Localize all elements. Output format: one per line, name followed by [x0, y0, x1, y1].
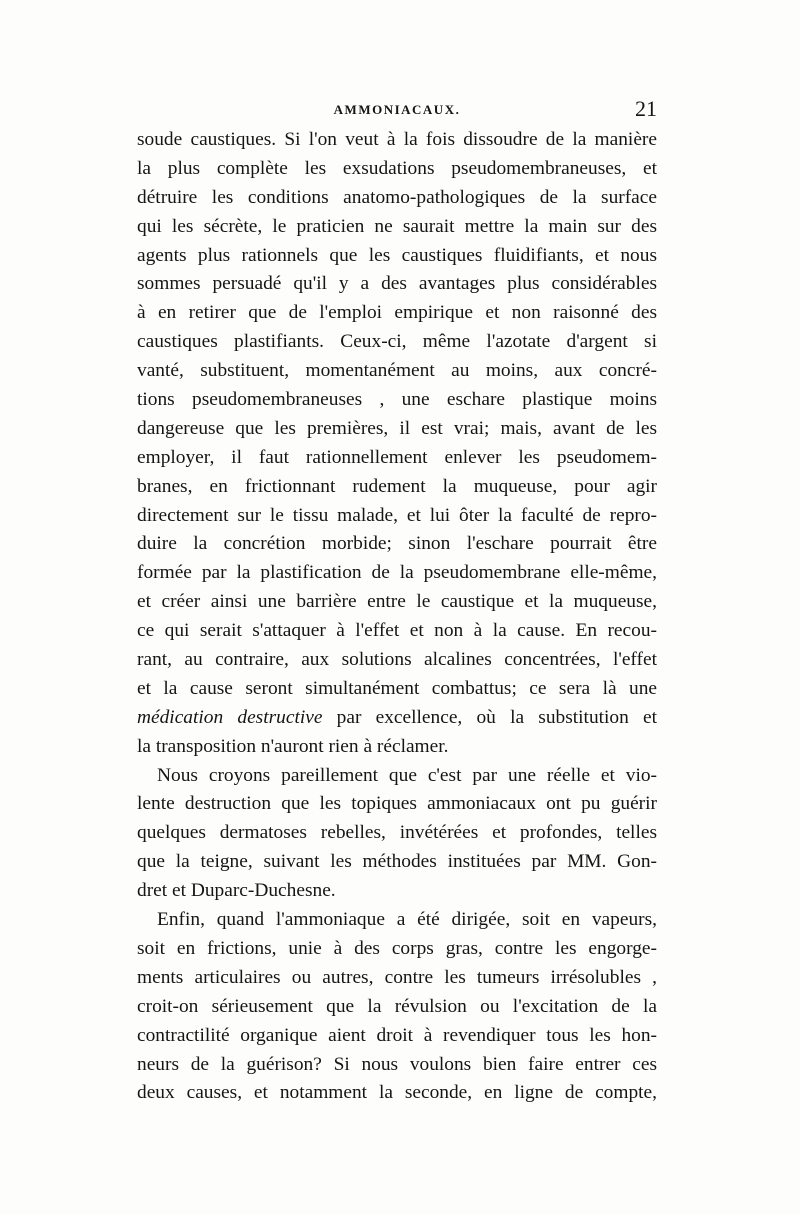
text-line: soude caustiques. Si l'on veut à la fois dissoudre de la manière — [137, 129, 657, 150]
text-line: vanté, substituent, momentanément au moins, aux concré- — [137, 360, 657, 382]
text-line: la plus complète les exsudations pseudomembraneuses, et — [137, 157, 657, 179]
text-line: lente destruction que les topiques ammoniacaux ont pu guérir — [137, 793, 657, 815]
text-line: Nous croyons pareillement que c'est par une réelle et vio- — [157, 764, 657, 786]
text-line: croit-on sérieusement que la révulsion ou l'excitation de la — [137, 995, 657, 1017]
text-line: qui les sécrète, le praticien ne saurait mettre la main sur des — [137, 215, 657, 237]
text-line: agents plus rationnels que les caustiques fluidifiants, et nous — [137, 244, 657, 266]
running-head — [137, 96, 657, 128]
text-line: caustiques plastifiants. Ceux-ci, même l'azotate d'argent si — [137, 331, 657, 353]
text-line: sommes persuadé qu'il y a des avantages plus considérables — [137, 273, 657, 295]
text-line-mixed — [137, 704, 657, 733]
text-line: soit en frictions, unie à des corps gras, contre les engorge- — [137, 937, 657, 959]
text-fragment: par excellence, où la substitution et — [322, 706, 658, 728]
text-line: et créer ainsi une barrière entre le caustique et la muqueuse, — [137, 591, 657, 613]
text-line: et la cause seront simultanément combattus; ce sera là une — [137, 677, 657, 699]
text-line: dret et Duparc-Duchesne. — [137, 880, 336, 902]
text-line: ce qui serait s'attaquer à l'effet et non à la cause. En recou- — [137, 620, 657, 642]
text-line: branes, en frictionnant rudement la muqueuse, pour agir — [137, 475, 657, 497]
text-line: directement sur le tissu malade, et lui ôter la faculté de repro- — [137, 504, 657, 526]
text-line: formée par la plastification de la pseudomembrane elle-même, — [137, 562, 657, 584]
text-line: tions pseudomembraneuses , une eschare plastique moins — [137, 389, 657, 411]
text-line: neurs de la guérison? Si nous voulons bien faire entrer ces — [137, 1053, 657, 1075]
body-text — [137, 126, 657, 1108]
text-line: rant, au contraire, aux solutions alcalines concentrées, l'effet — [137, 649, 657, 671]
text-line: quelques dermatoses rebelles, invétérées et profondes, telles — [137, 822, 657, 844]
text-line: détruire les conditions anatomo-pathologiques de la surface — [137, 186, 657, 208]
text-line: ments articulaires ou autres, contre les tumeurs irrésolubles , — [137, 966, 657, 988]
text-line: que la teigne, suivant les méthodes instituées par MM. Gon- — [137, 851, 657, 873]
text-line: employer, il faut rationnellement enlever les pseudomem- — [137, 446, 657, 468]
text-line: deux causes, et notamment la seconde, en ligne de compte, — [137, 1082, 657, 1104]
running-title: AMMONIACAUX. — [333, 102, 461, 117]
text-line: Enfin, quand l'ammoniaque a été dirigée, soit en vapeurs, — [157, 909, 657, 931]
page-number: 21 — [635, 96, 657, 121]
text-line: à en retirer que de l'emploi empirique et non raisonné des — [137, 302, 657, 324]
text-line: la transposition n'auront rien à réclamer. — [137, 735, 449, 757]
text-line: contractilité organique aient droit à revendiquer tous les hon- — [137, 1024, 657, 1046]
italic-phrase: médication destructive — [137, 706, 323, 728]
text-line: dangereuse que les premières, il est vrai; mais, avant de les — [137, 417, 657, 439]
text-line: duire la concrétion morbide; sinon l'eschare pourrait être — [137, 533, 657, 555]
